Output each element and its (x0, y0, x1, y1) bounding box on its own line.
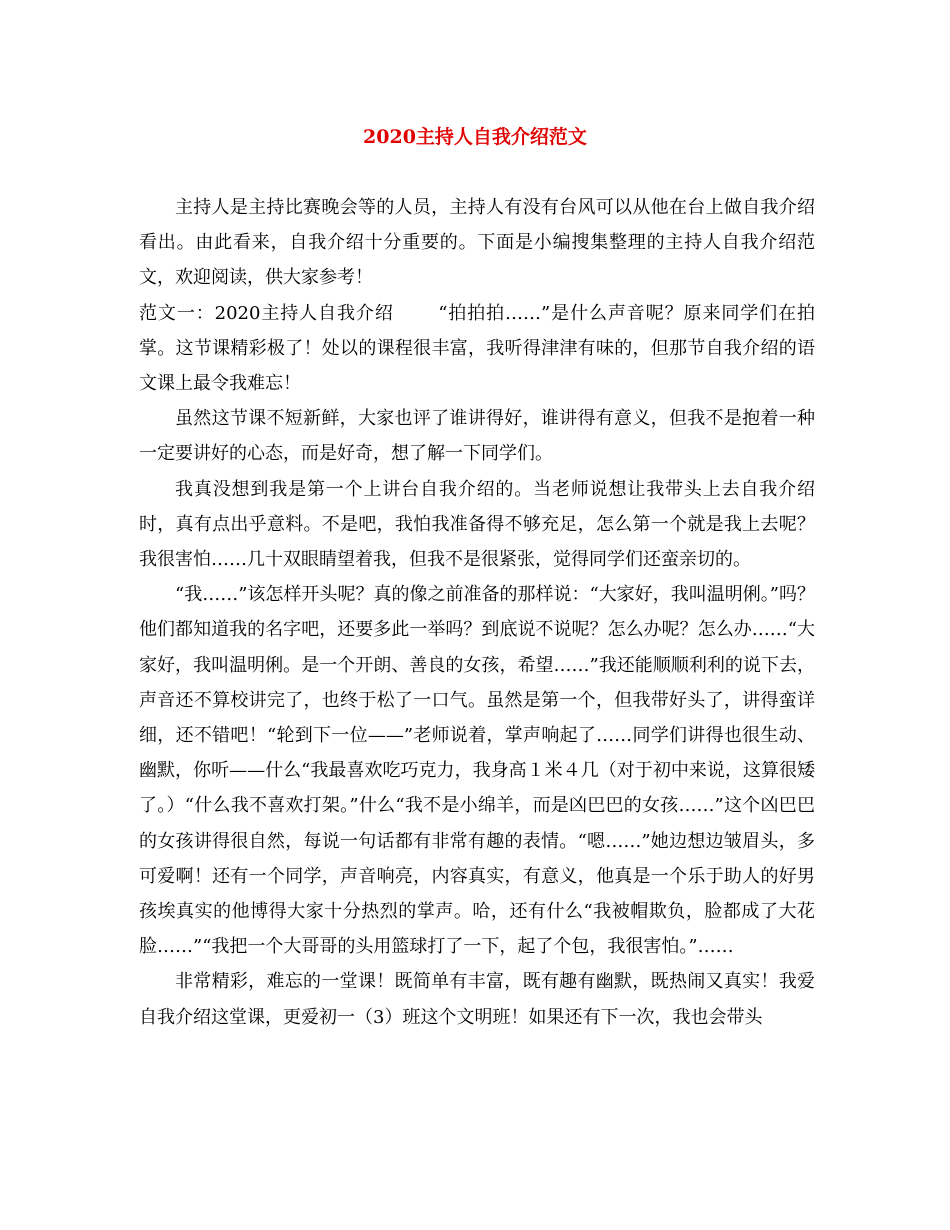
document-body (139, 190, 815, 1035)
paragraph-4: 我真没想到我是第一个上讲台自我介绍的。当老师说想让我带头上去自我介绍时，真有点出乎意料。不是吧，我怕我准备得不够充足，怎么第一个就是我上去呢？我很害怕……几十双眼睛望着我，但我不是很紧张，觉得同学们还蛮亲切的。 (139, 478, 815, 571)
paragraph-5: “我……”该怎样开头呢？真的像之前准备的那样说：“大家好，我叫温明俐。”吗？他们都知道我的名字吧，还要多此一举吗？到底说不说呢？怎么办呢？怎么办……“大家好，我叫温明俐。是一个开朗、善良的女孩，希望……”我还能顺顺利利的说下去，声音还不算校讲完了，也终于松了一口气。虽然是第一个，但我带好头了，讲得蛮详细，还不错吧！“轮到下一位——”老师说着，掌声响起了……同学们讲得也很生动、幽默，你听——什么“我最喜欢吃巧克力，我身高１米４几（对于初中来说，这算很矮了。）“什么我不喜欢打架。”什么“我不是小绵羊，而是凶巴巴的女孩……”这个凶巴巴的女孩讲得很自然，每说一句话都有非常有趣的表情。“嗯……”她边想边皱眉头，多可爱啊！还有一个同学，声音响亮，内容真实，有意义，他真是一个乐于助人的好男孩埃真实的他博得大家十分热烈的掌声。哈，还有什么“我被帽欺负，脸都成了大花脸……”“我把一个大哥哥的头用篮球打了一下，起了个包，我很害怕。”…… (139, 584, 815, 958)
paragraph-intro: 主持人是主持比赛晚会等的人员，主持人有没有台风可以从他在台上做自我介绍看出。由此看来，自我介绍十分重要的。下面是小编搜集整理的主持人自我介绍范文，欢迎阅读，供大家参考！ (139, 197, 815, 289)
paragraph-sample-one: 范文一：2020主持人自我介绍 “拍拍拍……”是什么声音呢？原来同学们在拍掌。这节课精彩极了！处以的课程很丰富，我听得津津有味的，但那节自我介绍的语文课上最令我难忘！ (139, 302, 815, 395)
paragraph-3: 虽然这节课不短新鲜，大家也评了谁讲得好，谁讲得有意义，但我不是抱着一种一定要讲好的心态，而是好奇，想了解一下同学们。 (139, 408, 815, 465)
document-title: 2020主持人自我介绍范文 (363, 126, 587, 148)
paragraph-6: 非常精彩，难忘的一堂课！既简单有丰富，既有趣有幽默，既热闹又真实！我爱自我介绍这堂课，更爱初一（3）班这个文明班！如果还有下一次，我也会带头 (139, 971, 815, 1028)
